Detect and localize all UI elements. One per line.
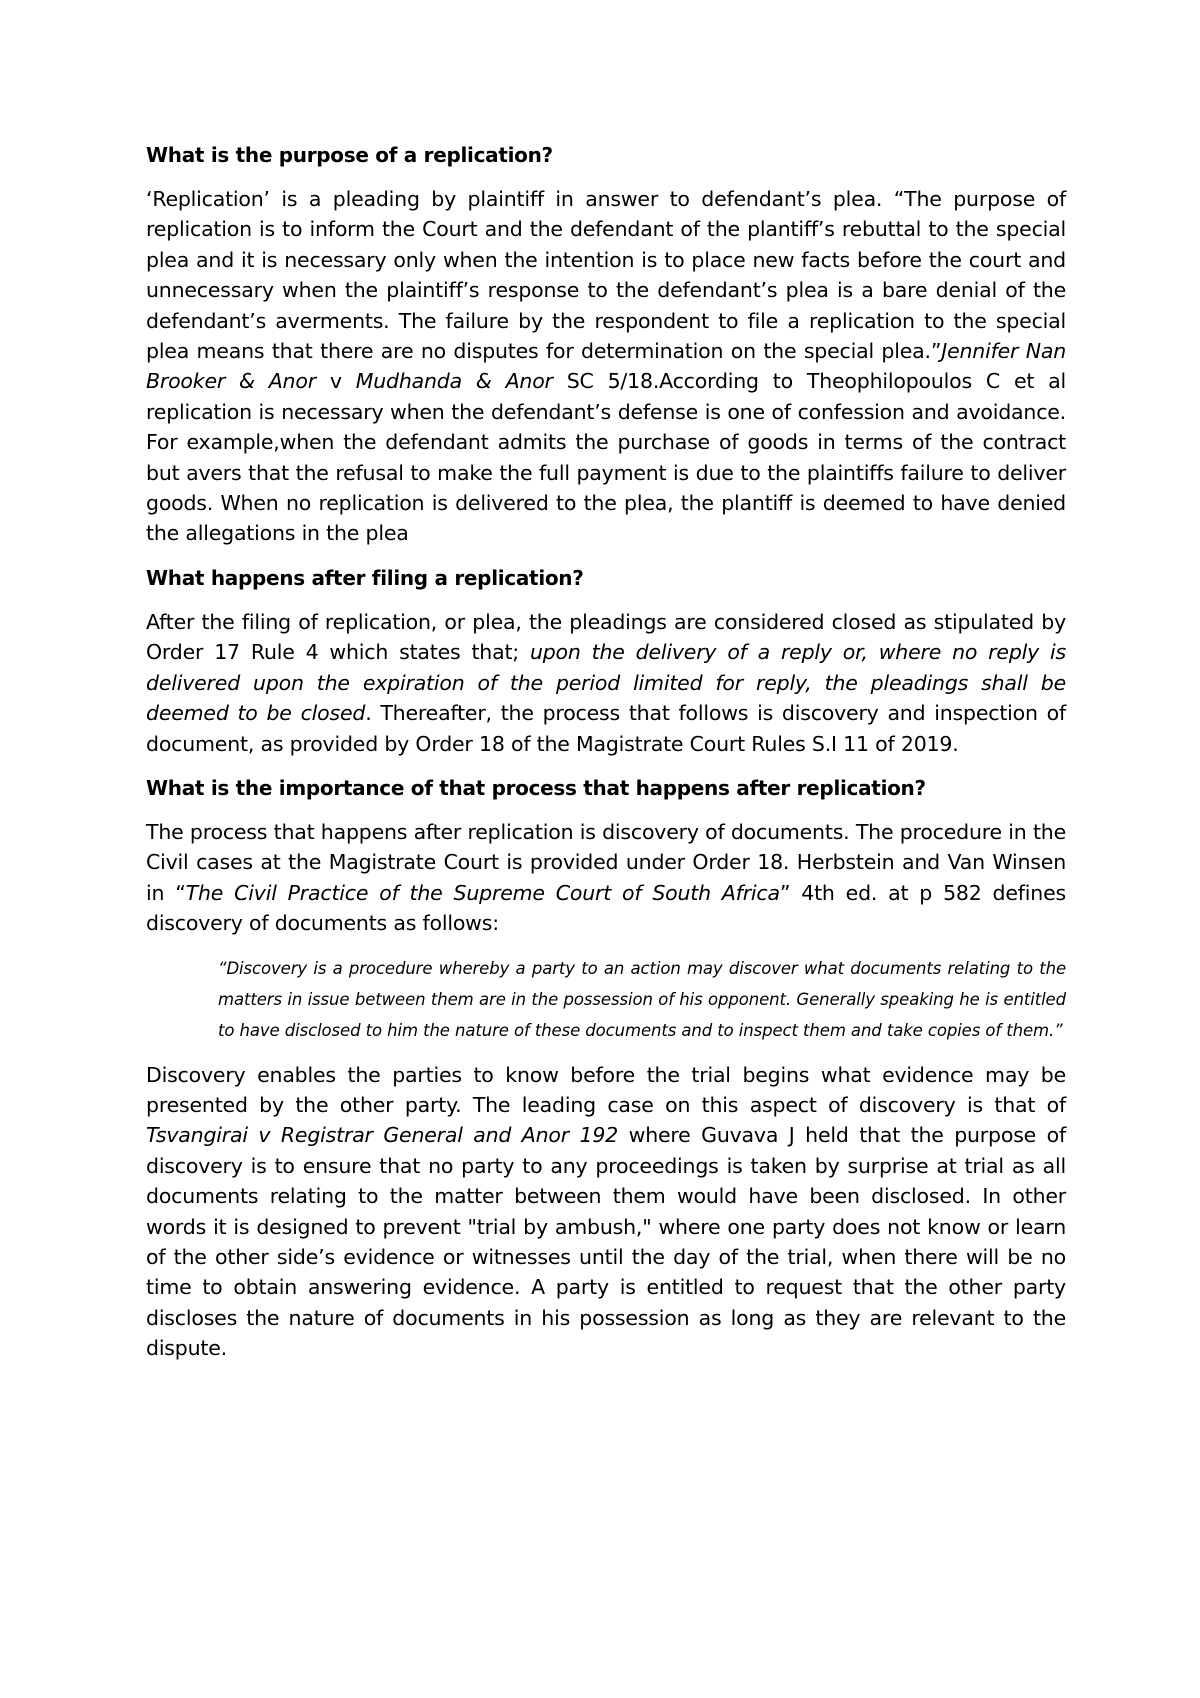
heading-purpose-of-replication: What is the purpose of a replication? — [146, 143, 553, 167]
paragraph-pleadings-closed — [146, 607, 1066, 759]
text-run: where Guvava J held that the purpose of discovery is to ensure that no party to any proceedings is taken by surprise at trial as all documents relating to the matter between them would have been disclosed. In other words it is designed to prevent "trial by ambush," where one party does not know or learn of the other side’s evidence or witnesses until the day of the trial, when there will be no time to obtain answering evidence. A party is entitled to request that the other party discloses the nature of documents in his possession as long as they are relevant to the dispute. — [146, 1123, 1066, 1361]
document-page — [146, 140, 1066, 1378]
text-run: After the filing of replication, or plea, the pleadings are considered closed as stipulated by Order 17 Rule 4 which states that; — [146, 609, 1066, 665]
text-run: . Thereafter, the process that follows is discovery and inspection of document, as provided by Order 18 of the Magistrate Court Rules S.I 11 of 2019. — [146, 701, 1066, 756]
case-name: Mudhanda & Anor — [355, 369, 553, 394]
book-title: The Civil Practice of the Supreme Court of South Africa — [185, 880, 780, 905]
paragraph-discovery-intro — [146, 817, 1066, 939]
heading-importance-of-process: What is the importance of that process that happens after replication? — [146, 775, 926, 800]
rule-quote: upon the delivery of a reply or, where no reply is delivered upon the expiration of the period limited for reply, the pleadings shall be deemed to be closed — [146, 640, 1066, 726]
text-run: Discovery enables the parties to know before the trial begins what evidence may be presented by the other party. The leading case on this aspect of discovery is that of — [146, 1062, 1066, 1117]
heading-after-filing-replication: What happens after filing a replication? — [146, 565, 584, 590]
text-run: ‘Replication’ is a pleading by plaintiff in answer to defendant’s plea. “The purpose of replication is to inform the Court and the defendant of the plantiff’s rebuttal to the special plea and it is necessary only when the intention is to place new facts before the court and unnecessary when the plaintiff’s response to the defendant’s plea is a bare denial of the defendant’s averments. The failure by the respondent to file a replication to the special plea means that there are no disputes for determination on the special plea.” — [146, 187, 1066, 364]
paragraph-discovery-purpose — [146, 1060, 1066, 1364]
text-run: The process that happens after replication is discovery of documents. The procedure in the Civil cases at the Magistrate Court is provided under Order 18. Herbstein and Van Winsen in “ — [146, 819, 1066, 905]
block-quote-discovery-definition: “Discovery is a procedure whereby a party to an action may discover what documents relating to the matters in issue between them are in the possession of his opponent. Generally speaking he is entitled to have disclosed to him the nature of these documents and to inspect them and take copies of them.” — [218, 958, 1066, 1040]
case-name: Tsvangirai v Registrar General and Anor 192 — [146, 1123, 619, 1148]
text-run: ” 4th ed. at p 582 defines discovery of documents as follows: — [146, 880, 1066, 936]
paragraph-replication-definition — [146, 184, 1066, 549]
case-name: Jennifer Nan Brooker & Anor — [146, 339, 1066, 394]
text-run: SC 5/18.According to Theophilopoulos C et al replication is necessary when the defendant’s defense is one of confession and avoidance. For example,when the defendant admits the purchase of goods in terms of the contract but avers that the refusal to make the full payment is due to the plaintiffs failure to deliver goods. When no replication is delivered to the plea, the plantiff is deemed to have denied the allegations in the plea — [146, 369, 1066, 546]
text-run: v — [315, 369, 356, 394]
